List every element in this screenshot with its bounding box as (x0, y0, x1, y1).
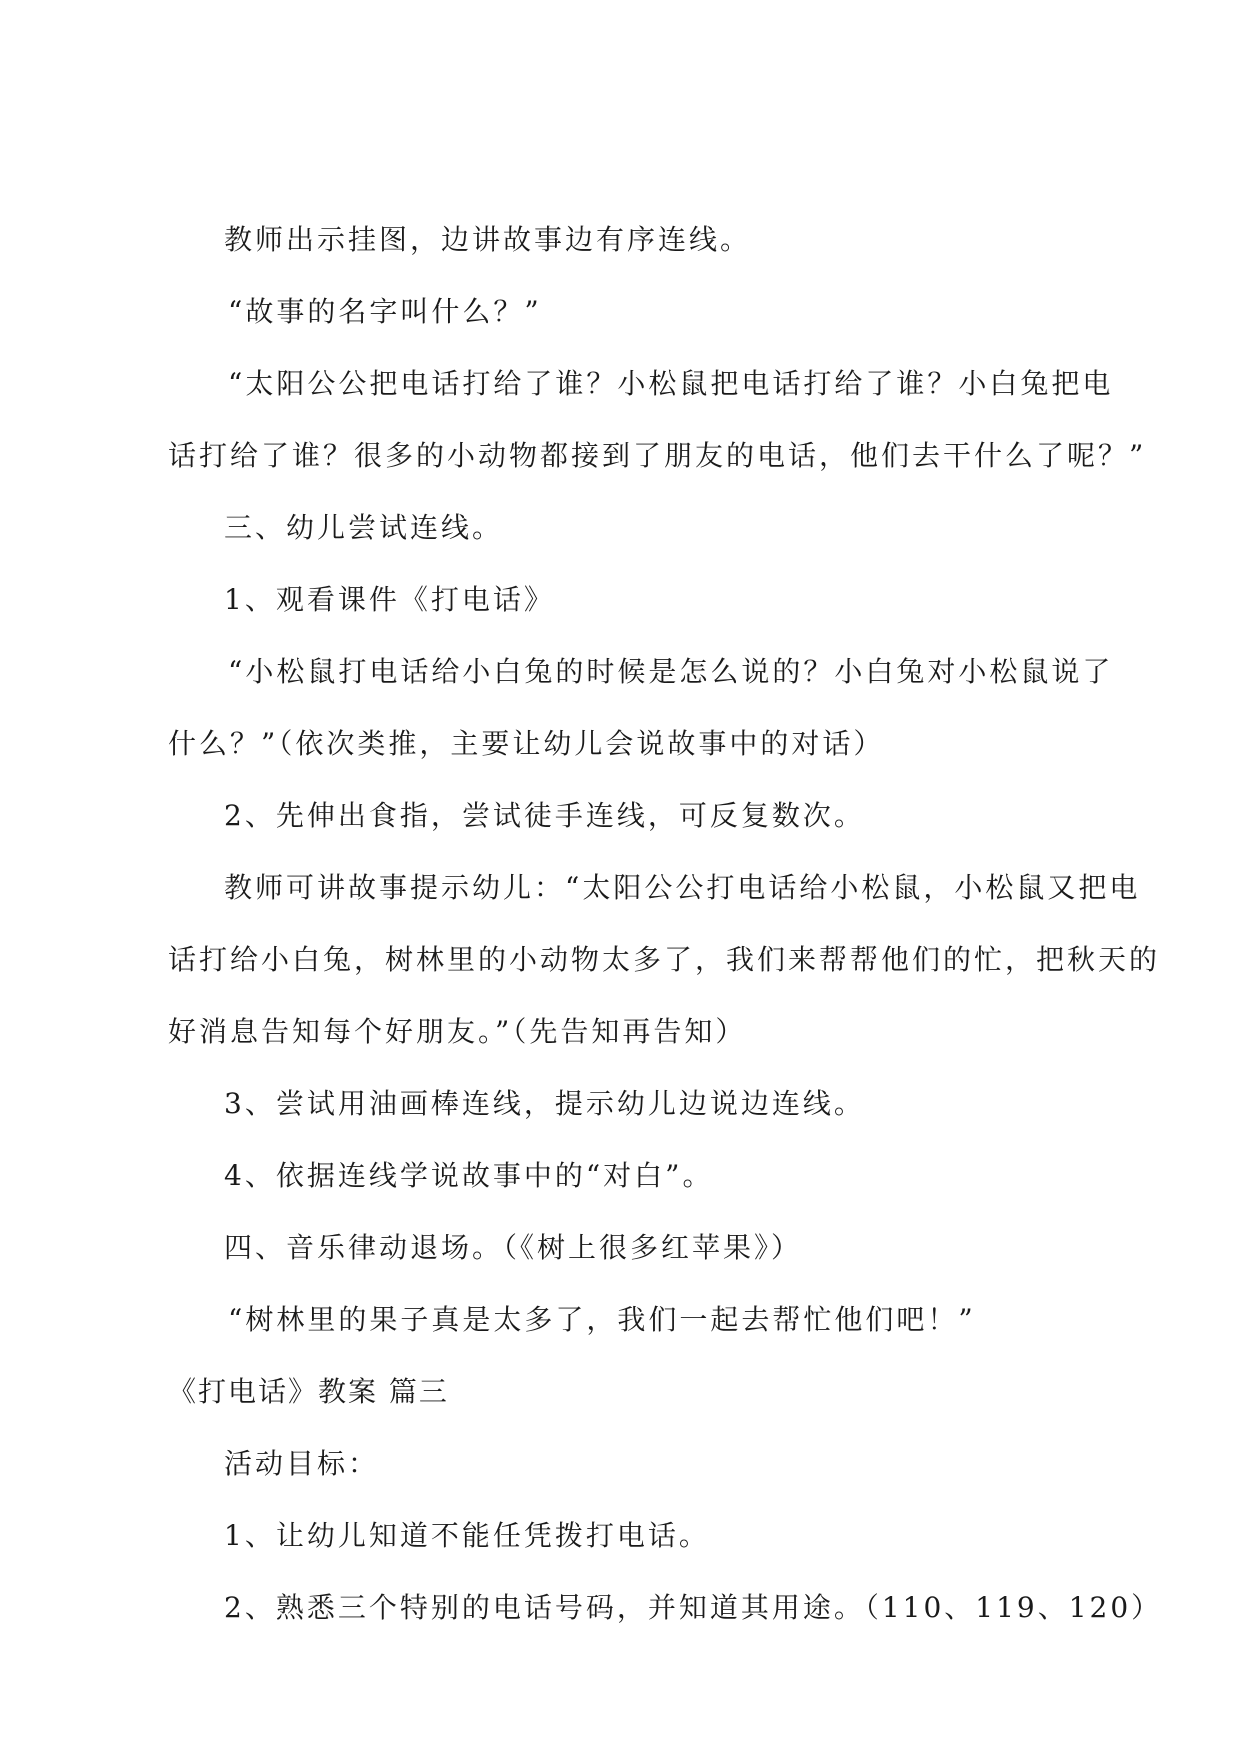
paragraph: “树林里的果子真是太多了，我们一起去帮忙他们吧！” (228, 1303, 976, 1336)
paragraph: 活动目标： (224, 1447, 380, 1480)
section-heading: 《打电话》教案 篇三 (168, 1375, 449, 1408)
paragraph: 1、观看课件《打电话》 (224, 583, 555, 616)
paragraph: 4、依据连线学说故事中的“对白”。 (224, 1159, 714, 1192)
paragraph: “故事的名字叫什么？” (228, 295, 542, 328)
paragraph-line: “太阳公公把电话打给了谁？小松鼠把电话打给了谁？小白兔把电 (228, 367, 1114, 400)
paragraph: 2、熟悉三个特别的电话号码，并知道其用途。（110、119、120） (224, 1591, 1163, 1624)
paragraph: 四、音乐律动退场。（《树上很多红苹果》） (224, 1231, 803, 1264)
paragraph-line: “小松鼠打电话给小白兔的时候是怎么说的？小白兔对小松鼠说了 (228, 655, 1114, 688)
paragraph-line: 话打给了谁？很多的小动物都接到了朋友的电话，他们去干什么了呢？” (168, 439, 1147, 472)
paragraph: 2、先伸出食指，尝试徒手连线，可反复数次。 (224, 799, 865, 832)
paragraph: 三、幼儿尝试连线。 (224, 511, 504, 544)
document-body (168, 223, 1163, 1665)
paragraph-line: 好消息告知每个好朋友。”（先告知再告知） (168, 1015, 747, 1048)
paragraph-line: 话打给小白兔，树林里的小动物太多了，我们来帮帮他们的忙，把秋天的 (168, 943, 1161, 976)
paragraph: 1、让幼儿知道不能任凭拨打电话。 (224, 1519, 710, 1552)
paragraph: 教师出示挂图，边讲故事边有序连线。 (224, 223, 752, 256)
paragraph: 3、尝试用油画棒连线，提示幼儿边说边连线。 (224, 1087, 865, 1120)
paragraph-line: 教师可讲故事提示幼儿：“太阳公公打电话给小松鼠，小松鼠又把电 (224, 871, 1141, 904)
paragraph-line: 什么？”（依次类推，主要让幼儿会说故事中的对话） (168, 727, 885, 760)
